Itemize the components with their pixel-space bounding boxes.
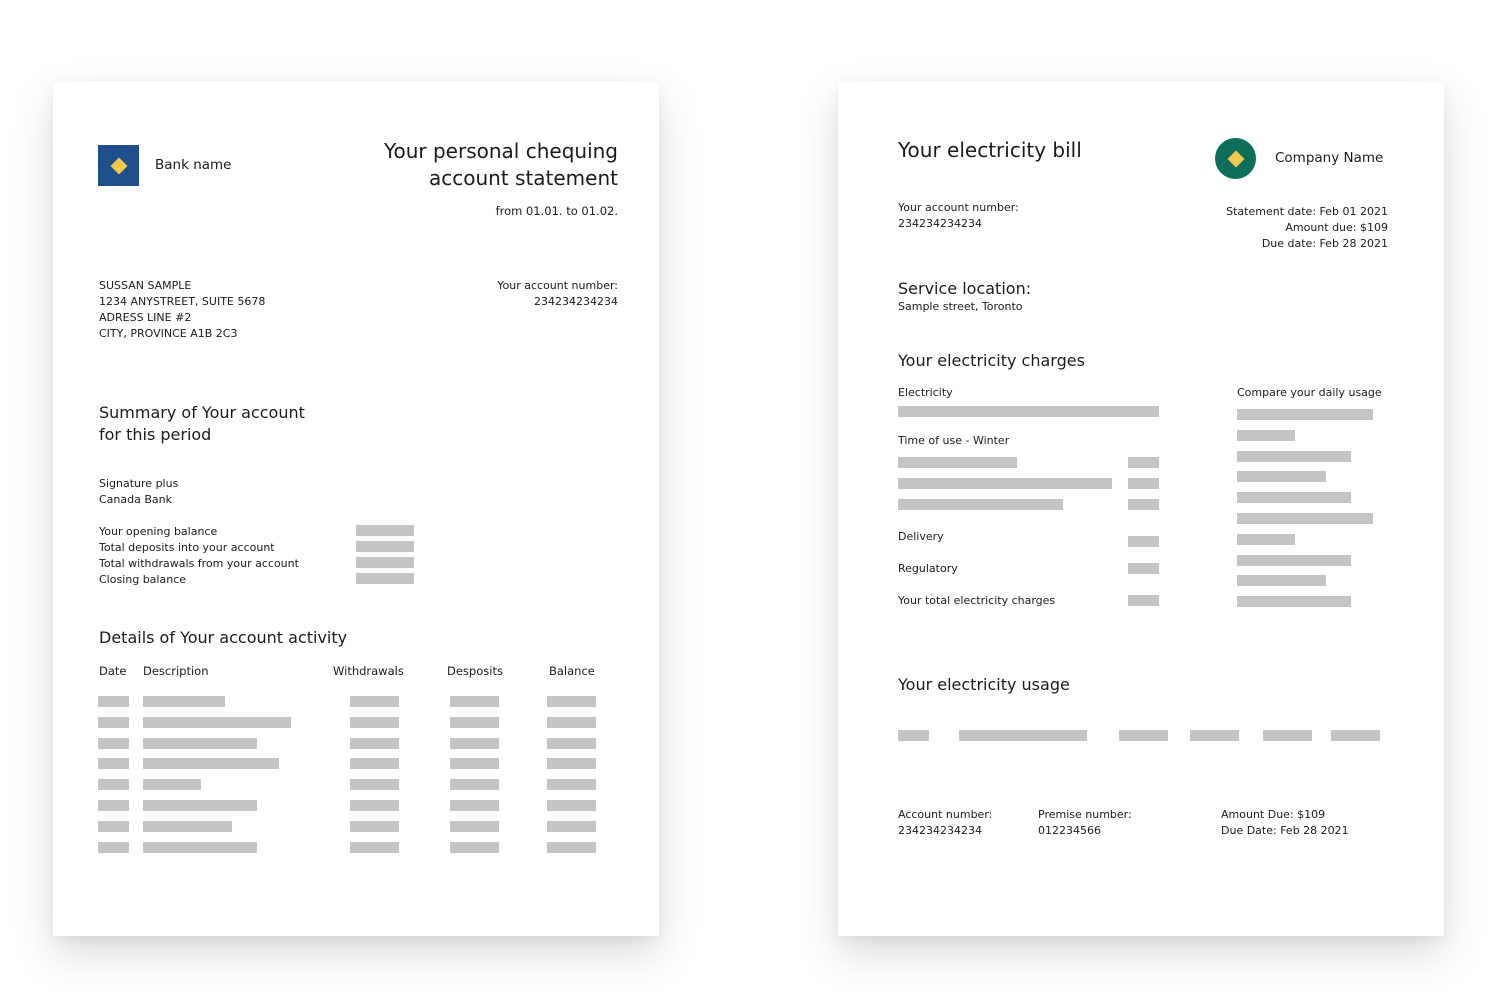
activity-row-description: [143, 842, 257, 853]
compare-usage-bar: [1237, 596, 1351, 607]
activity-row-balance: [547, 696, 596, 707]
footer-account-number: Account number: 234234234234: [898, 808, 993, 837]
activity-row-date: [98, 696, 129, 707]
activity-row-description: [143, 696, 225, 707]
time-of-use-label: Time of use - Winter: [898, 434, 1010, 447]
activity-row-deposit: [450, 842, 499, 853]
electricity-charge-bar: [898, 406, 1159, 417]
compare-usage-label: Compare your daily usage: [1237, 386, 1382, 399]
bank-statement-page: [53, 82, 659, 936]
summary-title: Summary of Your account for this period: [99, 403, 305, 444]
regulatory-label: Regulatory: [898, 562, 958, 575]
bank-logo-icon: [98, 145, 139, 186]
total-charges-label: Your total electricity charges: [898, 594, 1056, 607]
activity-row-date: [98, 779, 129, 790]
activity-row-balance: [547, 842, 596, 853]
balance-summary-labels: [99, 524, 299, 588]
activity-row-withdrawal: [350, 696, 399, 707]
activity-row-withdrawal: [350, 779, 399, 790]
time-of-use-row: [898, 499, 1063, 510]
activity-row-date: [98, 800, 129, 811]
col-header-withdrawals: Withdrawals: [333, 664, 404, 678]
compare-usage-bar: [1237, 451, 1351, 462]
bill-account-number: Your account number: 234234234234: [898, 201, 1019, 230]
usage-title: Your electricity usage: [898, 675, 1070, 694]
time-of-use-row: [898, 478, 1112, 489]
delivery-value: [1128, 536, 1159, 547]
opening-balance-label: Your opening balance: [99, 525, 218, 538]
activity-row-withdrawal: [350, 758, 399, 769]
company-name: Company Name: [1275, 150, 1384, 166]
usage-bar: [898, 730, 929, 741]
activity-row-date: [98, 738, 129, 749]
activity-row-withdrawal: [350, 821, 399, 832]
opening-balance-value: [356, 525, 414, 536]
footer-amount-due: Amount Due: $109 Due Date: Feb 28 2021: [1221, 808, 1349, 837]
activity-row-deposit: [450, 779, 499, 790]
account-product: Signature plus Canada Bank: [99, 477, 179, 506]
bill-title: Your electricity bill: [898, 138, 1082, 162]
activity-row-description: [143, 758, 279, 769]
bank-name: Bank name: [155, 157, 232, 173]
time-of-use-value: [1128, 499, 1159, 510]
company-logo-icon: [1215, 138, 1256, 179]
delivery-label: Delivery: [898, 530, 944, 543]
details-title: Details of Your account activity: [99, 628, 348, 647]
activity-row-deposit: [450, 738, 499, 749]
activity-row-balance: [547, 779, 596, 790]
compare-usage-bar: [1237, 513, 1373, 524]
activity-row-balance: [547, 738, 596, 749]
footer-premise-number: Premise number: 012234566: [1038, 808, 1132, 837]
compare-usage-bar: [1237, 471, 1326, 482]
compare-usage-bar: [1237, 534, 1295, 545]
activity-row-date: [98, 821, 129, 832]
due-date: Due date: Feb 28 2021: [1261, 237, 1388, 250]
compare-usage-bar: [1237, 430, 1295, 441]
charges-title: Your electricity charges: [898, 351, 1085, 370]
activity-row-deposit: [450, 717, 499, 728]
closing-balance-value: [356, 573, 414, 584]
statement-date: Statement date: Feb 01 2021: [1226, 205, 1388, 218]
compare-usage-bar: [1237, 409, 1373, 420]
service-location: Sample street, Toronto: [898, 300, 1023, 313]
activity-row-withdrawal: [350, 842, 399, 853]
activity-row-deposit: [450, 821, 499, 832]
col-header-date: Date: [99, 664, 127, 678]
time-of-use-row: [898, 457, 1017, 468]
compare-usage-bar: [1237, 555, 1351, 566]
activity-row-date: [98, 717, 129, 728]
activity-row-description: [143, 717, 291, 728]
activity-row-description: [143, 738, 257, 749]
activity-row-withdrawal: [350, 738, 399, 749]
activity-row-balance: [547, 758, 596, 769]
total-withdrawals-label: Total withdrawals from your account: [99, 557, 299, 570]
usage-bar: [1263, 730, 1312, 741]
service-location-label: Service location:: [898, 279, 1032, 298]
usage-bar: [1119, 730, 1168, 741]
time-of-use-value: [1128, 457, 1159, 468]
usage-bar: [1190, 730, 1239, 741]
col-header-deposits: Desposits: [447, 664, 503, 678]
customer-address: SUSSAN SAMPLE 1234 ANYSTREET, SUITE 5678 ADRESS LINE #2 CITY, PROVINCE A1B 2C3: [99, 279, 266, 340]
total-deposits-value: [356, 541, 414, 552]
total-deposits-label: Total deposits into your account: [99, 541, 275, 554]
activity-row-description: [143, 779, 201, 790]
regulatory-value: [1128, 563, 1159, 574]
total-charges-value: [1128, 595, 1159, 606]
account-number-block: Your account number: 234234234234: [497, 279, 618, 308]
statement-period: from 01.01. to 01.02.: [495, 204, 618, 218]
statement-info: [1226, 204, 1388, 252]
activity-row-withdrawal: [350, 800, 399, 811]
amount-due: Amount due: $109: [1285, 221, 1388, 234]
electricity-label: Electricity: [898, 386, 953, 399]
col-header-balance: Balance: [549, 664, 595, 678]
usage-bar: [1331, 730, 1380, 741]
activity-row-description: [143, 821, 232, 832]
total-withdrawals-value: [356, 557, 414, 568]
activity-row-description: [143, 800, 257, 811]
compare-usage-bar: [1237, 575, 1326, 586]
activity-row-deposit: [450, 758, 499, 769]
usage-bar: [959, 730, 1087, 741]
activity-row-withdrawal: [350, 717, 399, 728]
activity-row-deposit: [450, 800, 499, 811]
activity-row-date: [98, 758, 129, 769]
closing-balance-label: Closing balance: [99, 573, 187, 586]
time-of-use-value: [1128, 478, 1159, 489]
activity-row-deposit: [450, 696, 499, 707]
electricity-bill-page: [838, 82, 1444, 936]
activity-row-date: [98, 842, 129, 853]
compare-usage-bar: [1237, 492, 1351, 503]
activity-row-balance: [547, 717, 596, 728]
activity-row-balance: [547, 800, 596, 811]
activity-row-balance: [547, 821, 596, 832]
statement-title: Your personal chequing account statement: [383, 139, 618, 190]
col-header-description: Description: [143, 664, 209, 678]
